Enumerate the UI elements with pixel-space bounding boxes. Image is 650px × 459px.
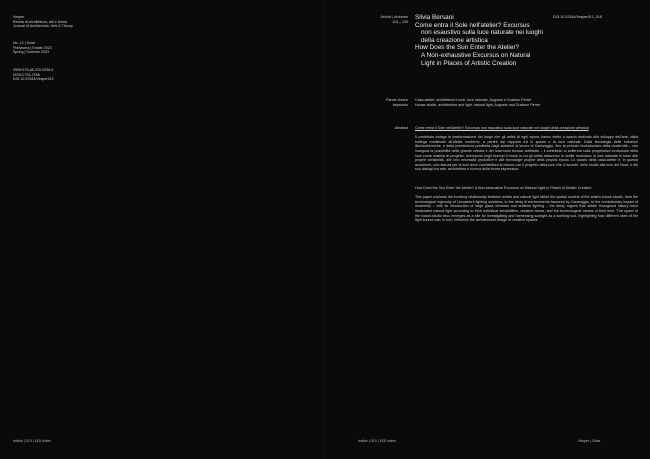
title-en-line-1: How Does the Sun Enter the Atelier? [415, 44, 520, 52]
abstract-en-heading: How Does the Sun Enter the Atelier? A Non-exhaustive Excursus on Natural Light in Places of Artistic Creation [415, 186, 592, 190]
journal-name: Vesper [13, 15, 25, 19]
journal-subtitle-en: Journal of Architecture, Arts & Theory [13, 24, 73, 29]
issn: ISSN 2704-7598 [13, 72, 40, 77]
issue-season-en: Spring | Summer 2023 [13, 50, 50, 55]
title-en-line-3: Light in Places of Artistic Creation [421, 59, 517, 67]
title-it-line-3: della creazione artistica [421, 36, 488, 44]
title-it-line-1: Come entra il Sole nell'atelier? Excursus [415, 21, 530, 29]
issue-season-it: Primavera | Estate 2023 [13, 45, 52, 50]
left-footer[interactable]: Indice | DOI | DOI Index [13, 439, 52, 443]
keywords [415, 98, 637, 107]
article-title-block [415, 14, 580, 67]
section-label: Archivi | Archives [380, 15, 408, 19]
issue-number: No. 12 | Solar [13, 41, 36, 45]
identifiers [13, 68, 163, 82]
keywords-label-it: Parole chiave [386, 98, 408, 102]
keywords-label-en: keywords [392, 102, 408, 107]
issue-info [13, 41, 163, 55]
author-name: Silvia Bersani [415, 14, 454, 21]
abstract-it-heading: Come entra il Sole nell'atelier? Excursus non esaustivo sulla luce naturale nei luoghi della creazione artistica [415, 126, 589, 130]
article-doi[interactable]: DOI 10.57644/Vesper012_018 [553, 15, 602, 19]
abstract-label: Abstract [394, 126, 408, 130]
abstract-english [415, 186, 638, 223]
keywords-en: House-studio, architecture and light, natural light, Auguste and Gustave Perret [415, 102, 541, 107]
abstract-italian [415, 126, 638, 172]
right-footer-journal: Vesper | Solar [578, 439, 601, 443]
abstract-it-text: Il contributo indaga la trasformazione del luogo che gli artisti di ogni epoca hanno eletto a spazio dedicato allo sviluppo dell'arte, dalla bottega medievale all'atelier moderno, a partire dal rapporto tra lo spazio e la luce naturale. Dalla tecnologia delle soluzioni illuminotecniche, e dalla preminenza prediletta dagli ambienti di lavoro di Caravaggio, fino al periodo rivoluzionario della modernità – che inaugura la possibilità della grande vetrata e del lucernario tecnico artificiale – il contributo si sofferma sulla progressiva evoluzione della luce come materia di progetto, ricercando negli esempi il modo in cui gli artisti attraverso le scelte modulano la luce naturale in base alle proprie sensibilità, alle loro necessità produttive e alle tecnologie proprie della propria epoca. Lo spazio della casa-atelier è, in questa accezione, una stanza per la luce dove l'architettura si misura con il progetto della luce che vi accede, dello studio alla luce del Nord, e del suo dialogo tra arte, architettura e ricerca della forma espressiva. [415, 135, 638, 172]
right-page [325, 0, 650, 459]
keywords-it: Casa-atelier, architettura e luce, luce naturale, Augusto e Gustavo Perret [415, 98, 532, 102]
abstract-en-text: This paper explores the evolving relationship between artists and natural light within the spatial context of the artist's house-studio, from the technological ingenuity of Leonardo's lighting solutions, to the dimly lit environments favoured by Caravaggio, to the revolutionary impact of modernity – with its introduction of large glass windows and artificial lighting – the study argues that artists throughout history have modulated natural light according to their individual sensibilities, creative needs, and the technological means of their time. The space of the house-studio thus emerges as a site for investigating and harnessing sunlight as a working tool, highlighting how different uses of the light source can, in turn, influence the architectural design of creative spaces. [415, 195, 638, 223]
page-range: 118 – 145 [392, 19, 408, 24]
right-footer-index[interactable]: Indice | DOI | DOI Index [358, 439, 397, 443]
journal-info [13, 15, 163, 29]
title-it-line-2: non esaustivo sulla luce naturale nei luoghi [421, 29, 543, 37]
journal-subtitle-it: Rivista di architettura, arti e teoria [13, 19, 67, 24]
title-en-line-2: A Non-exhaustive Excursus on Natural [421, 51, 531, 59]
isbn: ISBN 978-88-229-0298-6 [13, 68, 54, 72]
issue-doi: DOI 10.57644/Vesper012 [13, 77, 54, 82]
